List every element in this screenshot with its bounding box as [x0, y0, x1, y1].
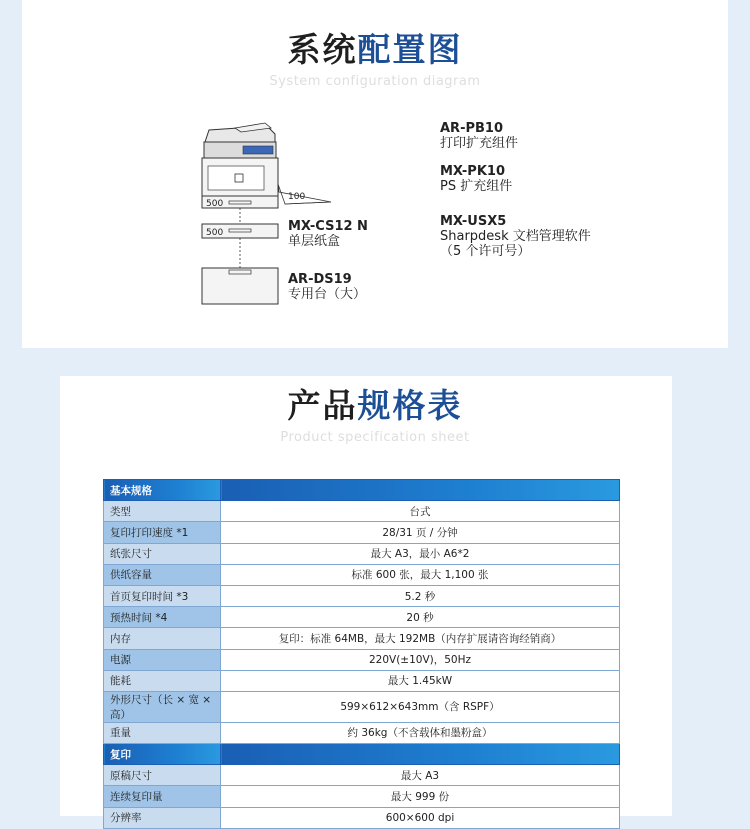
option-model: MX-CS12 N	[288, 219, 368, 234]
spec-value: 599×612×643mm（含 RSPF）	[221, 691, 620, 722]
option-mx-usx5	[440, 214, 591, 259]
section-header-label: 基本规格	[104, 480, 221, 501]
spec-value: 约 36kg（不含载体和墨粉盒）	[221, 722, 620, 743]
option-mx-cs12n	[288, 219, 368, 249]
option-ar-pb10	[440, 121, 518, 151]
tray2-capacity: 500	[206, 228, 224, 238]
bypass-capacity: 100	[288, 192, 306, 202]
option-desc: PS 扩充组件	[440, 179, 513, 194]
spec-label: 类型	[104, 501, 221, 522]
option-desc: Sharpdesk 文档管理软件	[440, 229, 591, 244]
spec-label: 纸张尺寸	[104, 543, 221, 564]
spec-label: 分辨率	[104, 807, 221, 828]
spec-value: 600×600 dpi	[221, 807, 620, 828]
option-model: AR-DS19	[288, 272, 352, 287]
spec-table	[103, 479, 620, 829]
spec-label: 内存	[104, 628, 221, 649]
section-header-fill	[221, 480, 620, 501]
spec-value: 20 秒	[221, 607, 620, 628]
table-row	[104, 722, 620, 743]
spec-label: 复印打印速度 *1	[104, 522, 221, 543]
spec-label: 重量	[104, 722, 221, 743]
table-row	[104, 543, 620, 564]
spec-value: 最大 A3，最小 A6*2	[221, 543, 620, 564]
title-plain: 产品	[287, 386, 358, 425]
spec-value: 标准 600 张，最大 1,100 张	[221, 564, 620, 585]
table-row	[104, 786, 620, 807]
option-mx-pk10	[440, 164, 512, 194]
spec-value: 28/31 页 / 分钟	[221, 522, 620, 543]
table-row	[104, 765, 620, 786]
table-row	[104, 807, 620, 828]
title-plain: 系统	[287, 30, 358, 69]
table-row	[104, 691, 620, 722]
spec-label: 预热时间 *4	[104, 607, 221, 628]
panel-window	[235, 174, 243, 182]
spec-label: 电源	[104, 649, 221, 670]
tray1-capacity: 500	[206, 199, 224, 209]
title-accent: 规格表	[357, 386, 463, 425]
spec-value: 最大 1.45kW	[221, 670, 620, 691]
spec-label: 能耗	[104, 670, 221, 691]
spec-value: 5.2 秒	[221, 585, 620, 606]
option-model: AR-PB10	[440, 121, 503, 136]
section-header-fill	[221, 744, 620, 765]
option-model: MX-USX5	[440, 214, 507, 229]
option-model: MX-PK10	[440, 164, 505, 179]
option-ar-ds19	[288, 272, 366, 302]
spec-label: 首页复印时间 *3	[104, 585, 221, 606]
section-header-label: 复印	[104, 744, 221, 765]
option-desc-license: （5 个许可号）	[440, 244, 531, 259]
table-row	[104, 564, 620, 585]
spec-label: 外形尺寸（长 × 宽 × 高）	[104, 691, 221, 722]
section-title-config	[0, 24, 750, 71]
spec-value: 220V(±10V)，50Hz	[221, 649, 620, 670]
section-subtitle-spec: Product specification sheet	[280, 430, 470, 445]
title-accent: 配置图	[357, 30, 463, 69]
option-desc: 专用台（大）	[288, 287, 367, 302]
spec-section-header	[104, 480, 620, 501]
option-desc: 打印扩充组件	[440, 136, 519, 151]
table-row	[104, 501, 620, 522]
section-title-spec	[0, 380, 750, 427]
table-row	[104, 670, 620, 691]
table-row	[104, 522, 620, 543]
option-desc: 单层纸盒	[288, 234, 341, 249]
spec-value: 最大 A3	[221, 765, 620, 786]
spec-label: 连续复印量	[104, 786, 221, 807]
spec-value: 台式	[221, 501, 620, 522]
spec-label: 供纸容量	[104, 564, 221, 585]
spec-section-header	[104, 744, 620, 765]
table-row	[104, 607, 620, 628]
table-row	[104, 585, 620, 606]
stand-cabinet	[202, 268, 278, 304]
spec-value: 最大 999 份	[221, 786, 620, 807]
spec-label: 原稿尺寸	[104, 765, 221, 786]
table-row	[104, 628, 620, 649]
section-subtitle-config: System configuration diagram	[269, 74, 481, 89]
control-panel	[243, 146, 273, 154]
spec-value: 复印：标准 64MB，最大 192MB（内存扩展请咨询经销商）	[221, 628, 620, 649]
table-row	[104, 649, 620, 670]
